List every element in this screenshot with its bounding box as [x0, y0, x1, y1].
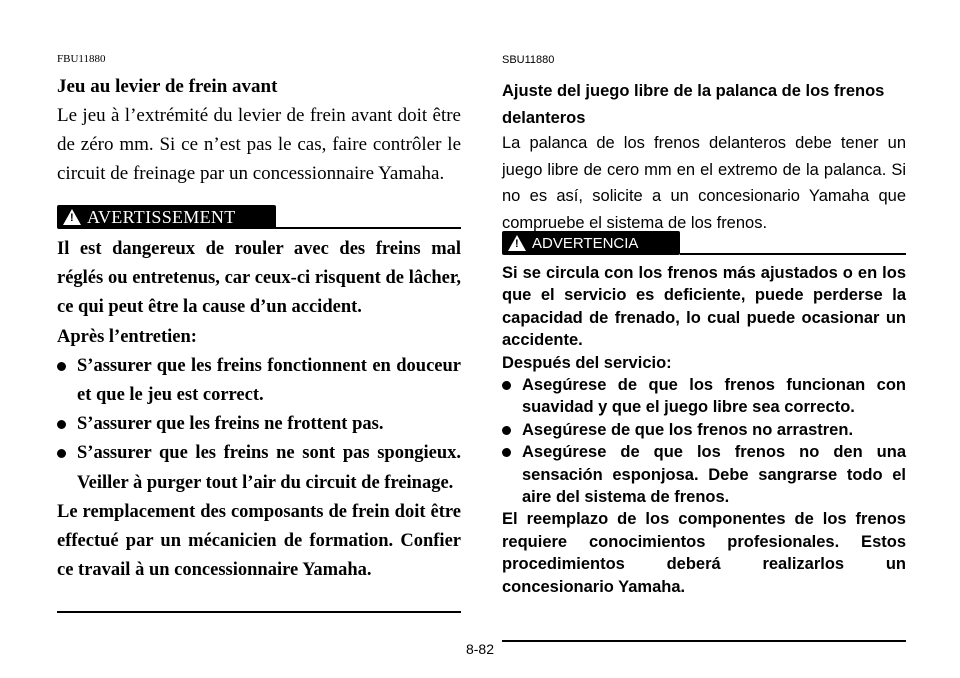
bullet-item: S’assurer que les freins ne sont pas spongieux. Veiller à purger tout l’air du circuit de freinage.: [57, 439, 461, 497]
bullet-item: S’assurer que les freins fonctionnent en douceur et que le jeu est correct.: [57, 352, 461, 410]
section-end-rule: [57, 611, 461, 613]
bullet-item: Asegúrese de que los frenos no den una sensación esponjosa. Debe sangrarse todo el aire del sistema de frenos.: [502, 441, 906, 508]
warning-label: ADVERTENCIA: [532, 234, 639, 252]
body-paragraph: La palanca de los frenos delanteros debe tener un juego libre de cero mm en el extremo de la palanca. Si no es así, solicite a un concesionario Yamaha que compruebe el sistema de los frenos.: [502, 134, 906, 232]
section-code: SBU11880: [502, 54, 555, 66]
section-end-rule: [502, 640, 906, 642]
warning-badge: [57, 205, 276, 229]
warning-header: [57, 205, 461, 229]
warning-triangle-icon: !: [63, 209, 81, 225]
section-heading: Jeu au levier de frein avant: [57, 76, 278, 97]
page-number: 8-82: [465, 641, 495, 657]
warning-content: [57, 235, 461, 585]
closing-paragraph: El reemplazo de los componentes de los frenos requiere conocimientos profesionales. Estos procedimientos deberá realizarlos un concesionario Yamaha.: [502, 510, 906, 596]
warning-content: [502, 262, 906, 598]
body-paragraph: Le jeu à l’extrémité du levier de frein avant doit être de zéro mm. Si ce n’est pas le cas, faire contrôler le circuit de freinage par un concessionnaire Yamaha.: [57, 105, 461, 184]
warning-intro: Il est dangereux de rouler avec des freins mal réglés ou entretenus, car ceux-ci risquent de lâcher, ce qui peut être la cause d’un accident.: [57, 239, 461, 318]
warning-rule: [680, 253, 906, 255]
bullet-item: Asegúrese de que los frenos funcionan con suavidad y que el juego libre sea correcto.: [502, 374, 906, 419]
warning-intro: Si se circula con los frenos más ajustados o en los que el servicio es deficiente, puede perderse la capacidad de frenado, lo cual puede ocasionar un accidente.: [502, 264, 906, 350]
warning-rule: [275, 227, 461, 229]
warning-badge: [502, 231, 680, 255]
warning-triangle-icon: !: [508, 235, 526, 251]
closing-paragraph: Le remplacement des composants de frein doit être effectué par un mécanicien de formation. Confier ce travail à un concessionnaire Yamaha.: [57, 501, 461, 581]
section-code: FBU11880: [57, 53, 106, 65]
after-service-label: Después del servicio:: [502, 353, 672, 372]
warning-header: [502, 231, 906, 255]
warning-label: AVERTISSEMENT: [87, 206, 236, 227]
bullet-item: Asegúrese de que los frenos no arrastren.: [502, 419, 906, 441]
section-heading: Ajuste del juego libre de la palanca de los frenos delanteros: [502, 82, 885, 127]
after-service-label: Après l’entretien:: [57, 326, 197, 347]
bullet-item: S’assurer que les freins ne frottent pas.: [57, 410, 461, 439]
